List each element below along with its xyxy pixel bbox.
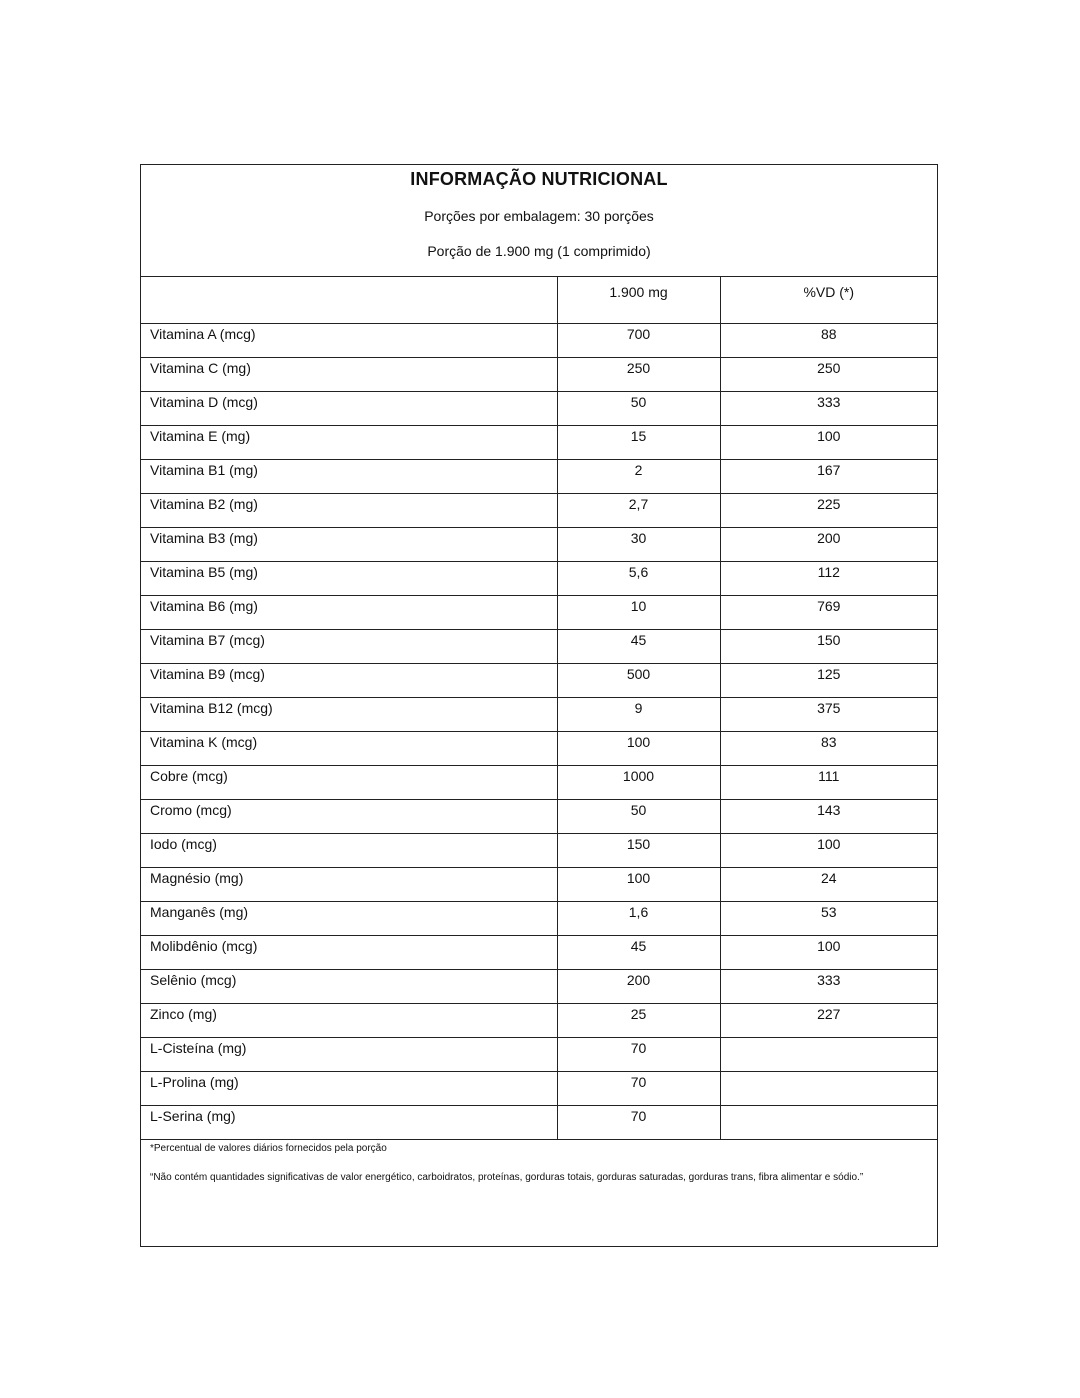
nutrient-dv — [720, 1037, 937, 1071]
serving-size: Porção de 1.900 mg (1 comprimido) — [427, 243, 651, 259]
nutrient-name: Magnésio (mg) — [141, 867, 557, 901]
nutrient-dv: 333 — [720, 969, 937, 1003]
nutrient-amount: 5,6 — [557, 561, 720, 595]
nutrient-amount: 25 — [557, 1003, 720, 1037]
nutrient-name: Cromo (mcg) — [141, 799, 557, 833]
nutrient-amount: 10 — [557, 595, 720, 629]
nutrient-name: Vitamina C (mg) — [141, 357, 557, 391]
nutrient-dv: 83 — [720, 731, 937, 765]
table-row — [141, 425, 937, 459]
table-row — [141, 731, 937, 765]
nutrient-amount: 100 — [557, 867, 720, 901]
nutrition-footer — [141, 1140, 937, 1185]
nutrient-dv: 167 — [720, 459, 937, 493]
table-row — [141, 969, 937, 1003]
table-row — [141, 765, 937, 799]
table-row — [141, 629, 937, 663]
nutrient-amount: 700 — [557, 323, 720, 357]
servings-per-package: Porções por embalagem: 30 porções — [424, 208, 654, 224]
nutrient-amount: 45 — [557, 935, 720, 969]
nutrient-amount: 45 — [557, 629, 720, 663]
table-row — [141, 595, 937, 629]
table-row — [141, 867, 937, 901]
nutrient-dv — [720, 1105, 937, 1139]
nutrient-dv: 227 — [720, 1003, 937, 1037]
table-row — [141, 663, 937, 697]
table-row — [141, 833, 937, 867]
nutrient-name: Zinco (mg) — [141, 1003, 557, 1037]
nutrient-amount: 2 — [557, 459, 720, 493]
nutrient-name: Iodo (mcg) — [141, 833, 557, 867]
nutrient-amount: 250 — [557, 357, 720, 391]
nutrient-name: Selênio (mcg) — [141, 969, 557, 1003]
nutrient-name: Vitamina B5 (mg) — [141, 561, 557, 595]
column-header-nutrient — [141, 277, 557, 323]
nutrient-dv: 53 — [720, 901, 937, 935]
nutrient-name: Vitamina B2 (mg) — [141, 493, 557, 527]
nutrient-dv: 100 — [720, 833, 937, 867]
nutrient-dv: 111 — [720, 765, 937, 799]
nutrition-table — [141, 277, 937, 1140]
nutrition-title: INFORMAÇÃO NUTRICIONAL — [410, 169, 668, 189]
nutrition-facts-panel — [140, 164, 938, 1247]
nutrient-amount: 1000 — [557, 765, 720, 799]
nutrient-amount: 1,6 — [557, 901, 720, 935]
table-row — [141, 1105, 937, 1139]
table-row — [141, 357, 937, 391]
nutrient-name: Cobre (mcg) — [141, 765, 557, 799]
table-row — [141, 561, 937, 595]
table-row — [141, 459, 937, 493]
nutrient-dv: 250 — [720, 357, 937, 391]
table-row — [141, 493, 937, 527]
nutrient-name: Vitamina B7 (mcg) — [141, 629, 557, 663]
nutrient-name: Vitamina B9 (mcg) — [141, 663, 557, 697]
table-row — [141, 323, 937, 357]
table-row — [141, 1071, 937, 1105]
nutrient-name: Vitamina D (mcg) — [141, 391, 557, 425]
nutrient-name: Vitamina E (mg) — [141, 425, 557, 459]
table-row — [141, 1037, 937, 1071]
nutrient-name: L-Prolina (mg) — [141, 1071, 557, 1105]
nutrient-dv — [720, 1071, 937, 1105]
table-header-row — [141, 277, 937, 323]
nutrient-dv: 333 — [720, 391, 937, 425]
nutrient-dv: 150 — [720, 629, 937, 663]
nutrient-dv: 100 — [720, 425, 937, 459]
column-header-dv: %VD (*) — [720, 277, 937, 323]
nutrient-dv: 88 — [720, 323, 937, 357]
nutrient-amount: 200 — [557, 969, 720, 1003]
nutrient-name: Vitamina K (mcg) — [141, 731, 557, 765]
nutrient-dv: 125 — [720, 663, 937, 697]
nutrient-name: L-Cisteína (mg) — [141, 1037, 557, 1071]
nutrient-dv: 375 — [720, 697, 937, 731]
nutrient-dv: 143 — [720, 799, 937, 833]
nutrient-name: L-Serina (mg) — [141, 1105, 557, 1139]
nutrient-name: Molibdênio (mcg) — [141, 935, 557, 969]
nutrient-name: Vitamina B3 (mg) — [141, 527, 557, 561]
nutrient-dv: 769 — [720, 595, 937, 629]
footnote-insignificant: “Não contém quantidades significativas de valor energético, carboidratos, proteínas, gorduras totais, gorduras saturadas, gorduras trans, fibra alimentar e sódio.” — [150, 1171, 864, 1183]
nutrient-amount: 70 — [557, 1105, 720, 1139]
table-row — [141, 697, 937, 731]
nutrient-amount: 70 — [557, 1071, 720, 1105]
nutrient-amount: 500 — [557, 663, 720, 697]
footnote-dv: *Percentual de valores diários fornecidos pela porção — [150, 1142, 387, 1154]
table-row — [141, 799, 937, 833]
nutrient-dv: 225 — [720, 493, 937, 527]
nutrient-amount: 150 — [557, 833, 720, 867]
nutrient-amount: 100 — [557, 731, 720, 765]
nutrient-dv: 24 — [720, 867, 937, 901]
nutrient-name: Vitamina B12 (mcg) — [141, 697, 557, 731]
nutrient-name: Manganês (mg) — [141, 901, 557, 935]
table-row — [141, 901, 937, 935]
nutrient-amount: 30 — [557, 527, 720, 561]
nutrient-dv: 200 — [720, 527, 937, 561]
nutrient-amount: 50 — [557, 391, 720, 425]
nutrient-dv: 100 — [720, 935, 937, 969]
table-row — [141, 935, 937, 969]
nutrient-dv: 112 — [720, 561, 937, 595]
table-row — [141, 1003, 937, 1037]
nutrient-amount: 15 — [557, 425, 720, 459]
table-row — [141, 527, 937, 561]
table-row — [141, 391, 937, 425]
nutrient-amount: 9 — [557, 697, 720, 731]
nutrient-name: Vitamina B1 (mg) — [141, 459, 557, 493]
nutrient-name: Vitamina A (mcg) — [141, 323, 557, 357]
nutrient-amount: 50 — [557, 799, 720, 833]
nutrient-name: Vitamina B6 (mg) — [141, 595, 557, 629]
nutrient-amount: 70 — [557, 1037, 720, 1071]
nutrition-header — [141, 165, 937, 277]
column-header-amount: 1.900 mg — [557, 277, 720, 323]
nutrient-amount: 2,7 — [557, 493, 720, 527]
